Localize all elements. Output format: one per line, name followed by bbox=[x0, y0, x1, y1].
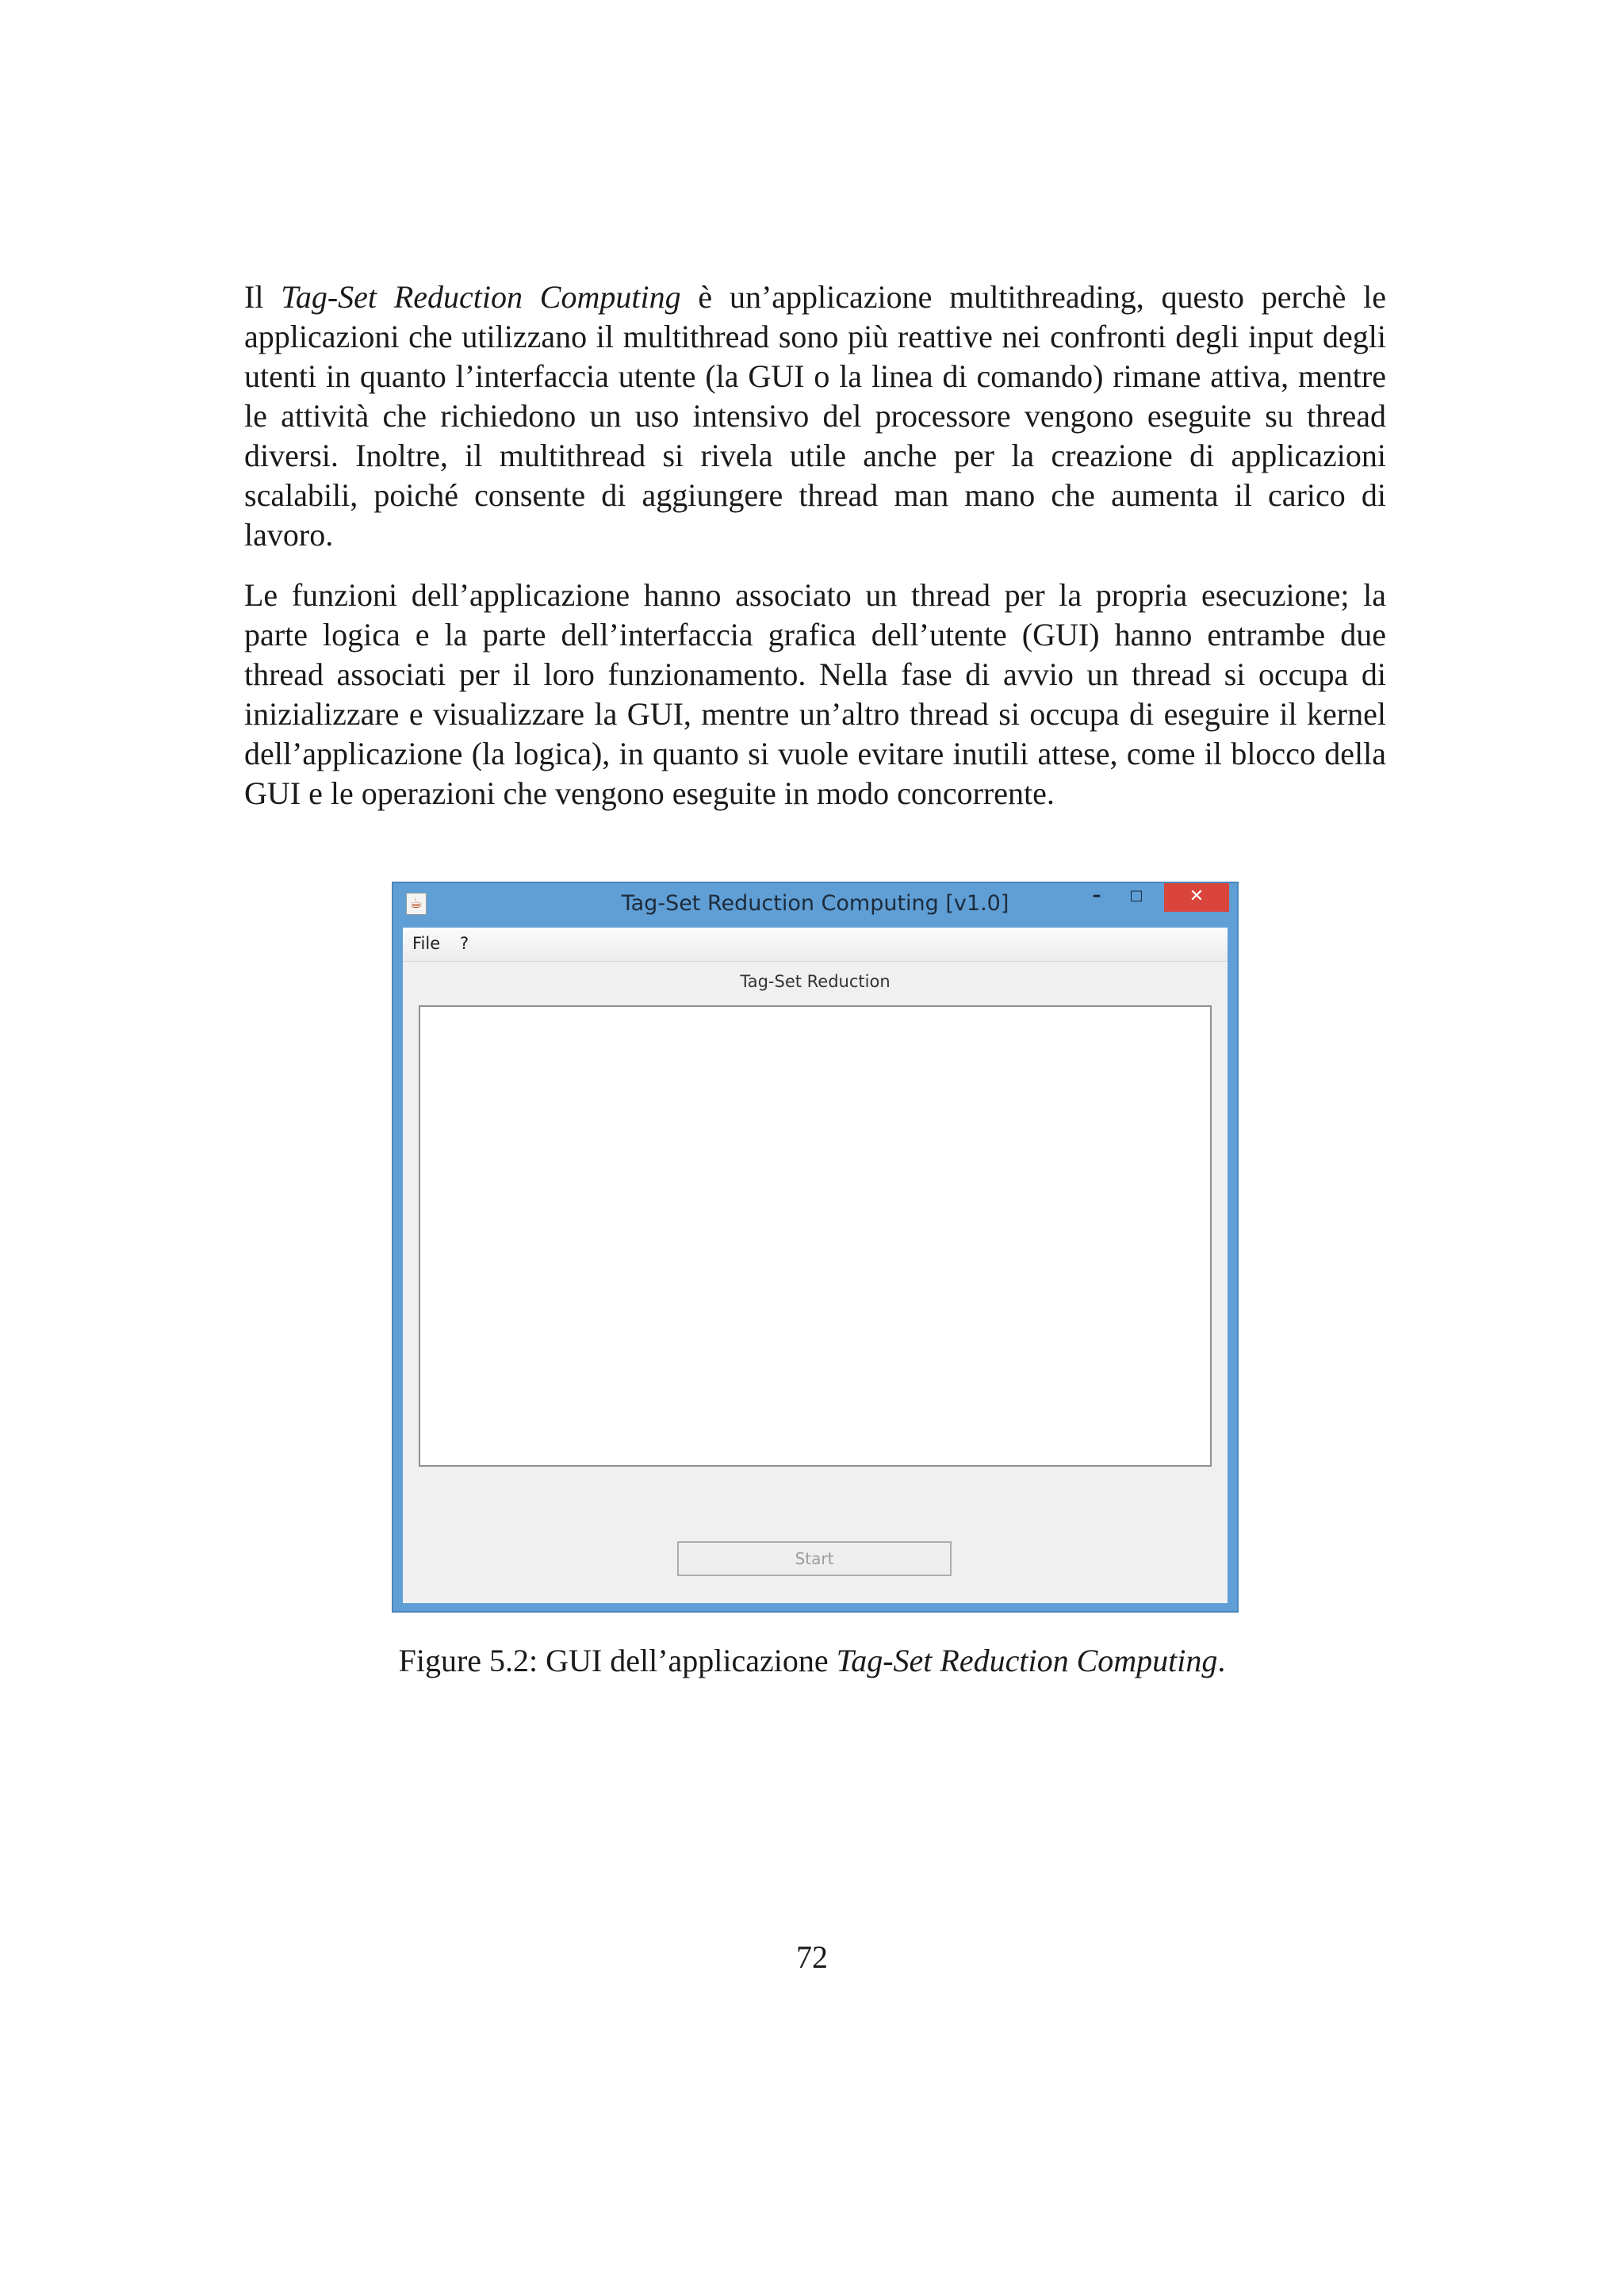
page-number: 72 bbox=[796, 1939, 828, 1975]
app-window-screenshot bbox=[392, 882, 1239, 1613]
java-icon: ☕ bbox=[406, 893, 427, 915]
figure-caption bbox=[0, 1641, 1624, 1681]
panel-label: Tag-Set Reduction bbox=[740, 972, 891, 991]
paragraph-intro-text: è un’applicazione multithreading, questo perchè le applicazioni che utilizzano il multithread sono più reattive nei confronti degli input degli utenti in quanto l’interfaccia utente (la GUI o la linea di comando) rimane attiva, mentre le attività che richiedono un uso intensivo del processore vengono eseguite su thread diversi. Inoltre, il multithread si rivela utile anche per la creazione di applicazioni scalabili, poiché consente di aggiungere thread man mano che aumenta il carico di lavoro. bbox=[244, 279, 1387, 553]
window-client-area bbox=[403, 928, 1228, 1603]
caption-prefix: Figure 5.2: GUI dell’applicazione bbox=[398, 1643, 837, 1678]
caption-suffix: . bbox=[1217, 1643, 1226, 1678]
window-title: Tag-Set Reduction Computing [v1.0] bbox=[621, 891, 1009, 916]
window-titlebar[interactable] bbox=[393, 883, 1237, 928]
start-button[interactable]: Start bbox=[677, 1541, 952, 1576]
paragraph-threads: Le funzioni dell’applicazione hanno associato un thread per la propria esecuzione; la parte logica e la parte dell’interfaccia grafica dell’utente (GUI) hanno entrambe due thread associati per il loro funzionamento. Nella fase di avvio un thread si occupa di inizializzare e visualizzare la GUI, mentre un’altro thread si occupa di eseguire il kernel dell’applicazione (la logica), in quanto si vuole evitare inutili attese, come il blocco della GUI e le operazioni che vengono eseguite in modo concorrente. bbox=[244, 577, 1386, 811]
caption-app-name: Tag-Set Reduction Computing bbox=[836, 1643, 1218, 1678]
minimize-icon[interactable]: – bbox=[1092, 886, 1101, 905]
output-text-area[interactable] bbox=[419, 1005, 1212, 1467]
close-icon[interactable]: ✕ bbox=[1164, 883, 1229, 912]
paragraph-intro-prefix: Il bbox=[244, 279, 282, 315]
paragraph-intro bbox=[244, 277, 1386, 555]
menu-item-help[interactable]: ? bbox=[460, 934, 469, 953]
menu-bar bbox=[403, 928, 1228, 962]
app-name-emphasis: Tag-Set Reduction Computing bbox=[281, 279, 681, 315]
maximize-icon[interactable]: □ bbox=[1129, 887, 1143, 904]
menu-item-file[interactable]: File bbox=[412, 934, 441, 953]
